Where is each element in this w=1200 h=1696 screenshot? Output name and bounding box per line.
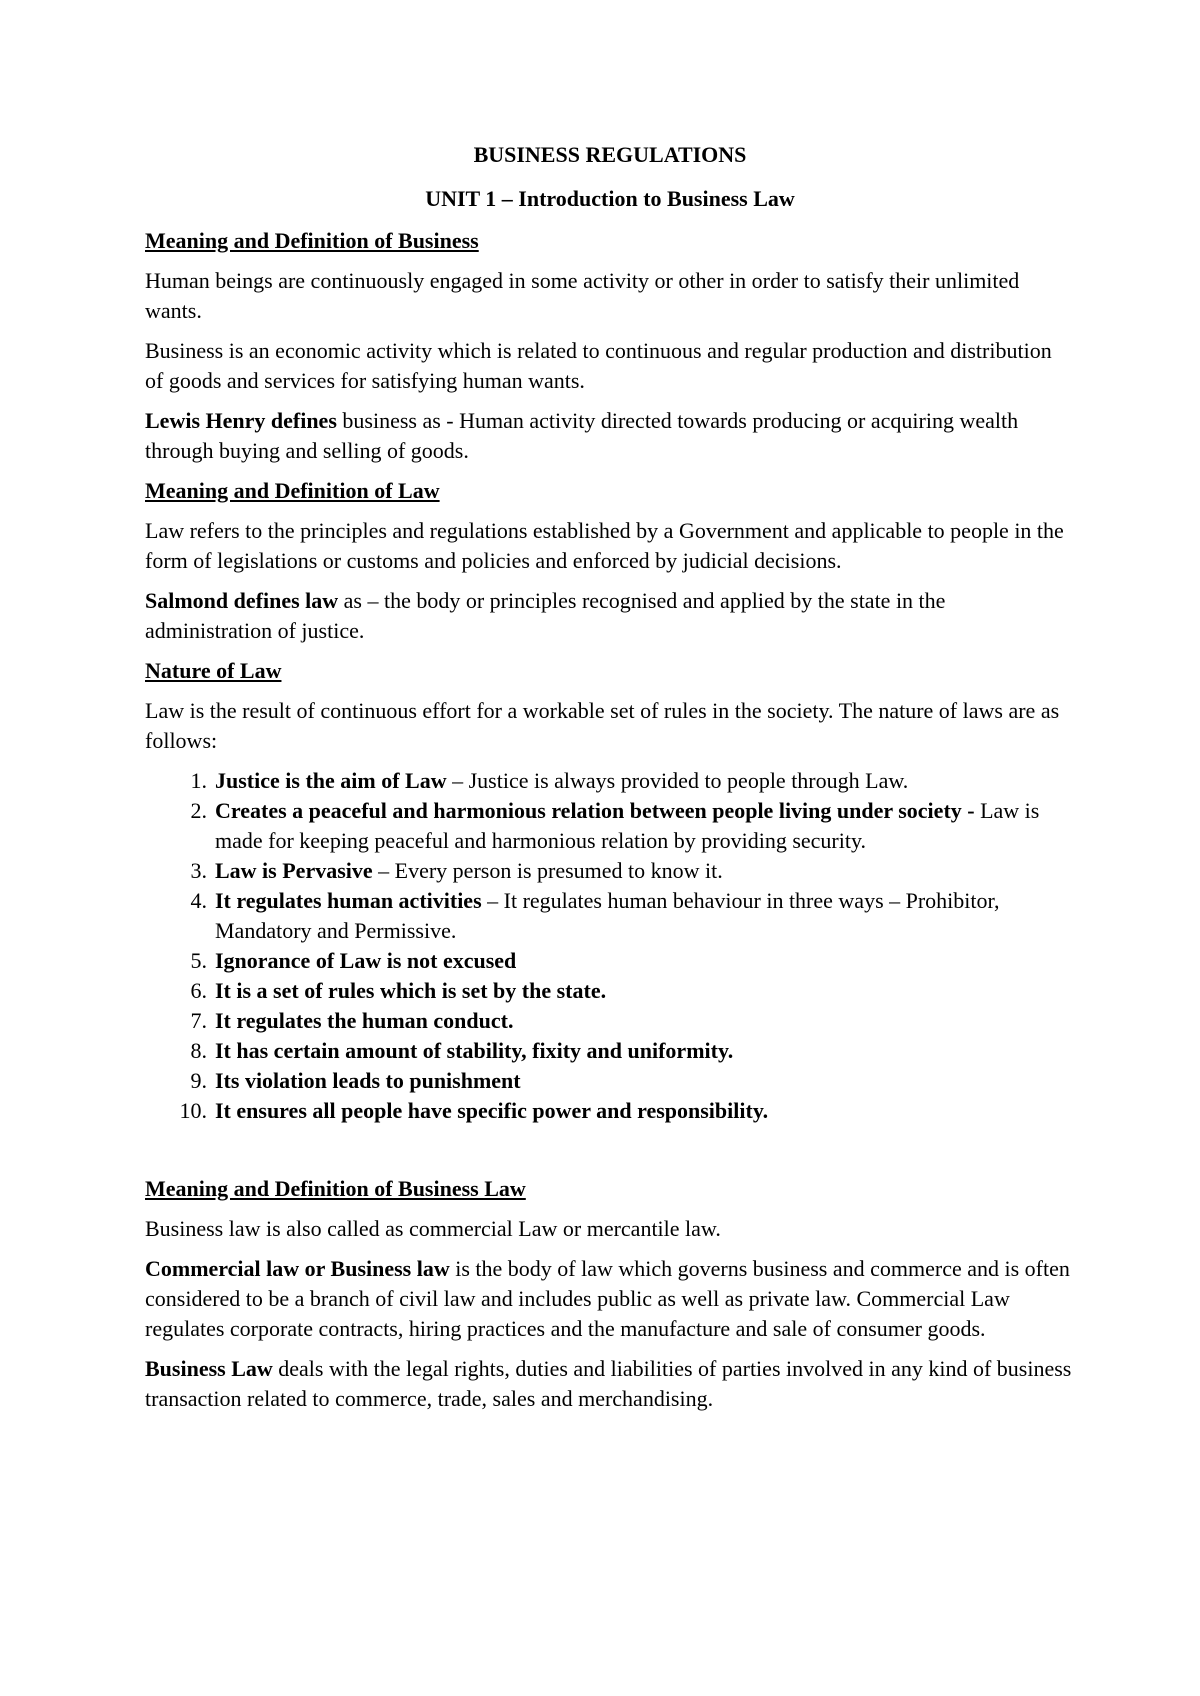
nature-list-item <box>145 976 1075 1006</box>
nature-heading: Nature of Law <box>145 658 282 683</box>
list-number: 10. <box>179 1098 207 1123</box>
list-item-text: – Every person is presumed to know it. <box>372 858 723 883</box>
business-law-paragraph-2-text: is the body of law which governs business and commerce and is often considered to be a branch of civil law and includes public as well as private law. Commercial Law regulates corporate contracts, hiring practices and the manufacture and sale of consumer goods. <box>145 1256 1070 1341</box>
nature-list-item <box>145 796 1075 856</box>
business-heading: Meaning and Definition of Business <box>145 228 479 253</box>
law-definition-text: as – the body or principles recognised and applied by the state in the administration of justice. <box>145 588 946 643</box>
document-title: BUSINESS REGULATIONS <box>473 142 747 167</box>
document-page <box>145 140 1075 1424</box>
law-definition-author: Salmond defines law <box>145 588 339 613</box>
list-item-bold: Law is Pervasive <box>215 858 373 883</box>
business-law-heading: Meaning and Definition of Business Law <box>145 1176 526 1201</box>
nature-list-item <box>145 1066 1075 1096</box>
business-definition-text: business as - Human activity directed towards producing or acquiring wealth through buying and selling of goods. <box>145 408 1019 463</box>
list-item-bold: Ignorance of Law is not excused <box>215 948 517 973</box>
list-item-bold: Justice is the aim of Law <box>215 768 447 793</box>
list-item-bold: Creates a peaceful and harmonious relation between people living under society - <box>215 798 975 823</box>
list-item-text: Law is made for keeping peaceful and harmonious relation by providing security. <box>215 798 1040 853</box>
business-law-paragraph-3 <box>145 1354 1075 1414</box>
business-definition-author: Lewis Henry defines <box>145 408 337 433</box>
nature-list <box>145 766 1075 1126</box>
business-definition <box>145 406 1075 466</box>
list-number: 5. <box>190 948 207 973</box>
list-number: 2. <box>190 798 207 823</box>
business-law-paragraph-1: Business law is also called as commercial Law or mercantile law. <box>145 1216 721 1241</box>
unit-title: UNIT 1 – Introduction to Business Law <box>425 186 795 211</box>
nature-list-item <box>145 946 1075 976</box>
business-law-paragraph-3-text: deals with the legal rights, duties and liabilities of parties involved in any kind of business transaction related to commerce, trade, sales and merchandising. <box>145 1356 1072 1411</box>
list-item-text: – It regulates human behaviour in three ways – Prohibitor, Mandatory and Permissive. <box>215 888 1000 943</box>
list-number: 7. <box>190 1008 207 1033</box>
business-law-paragraph-2 <box>145 1254 1075 1344</box>
business-law-paragraph-3-bold: Business Law <box>145 1356 273 1381</box>
list-item-bold: It has certain amount of stability, fixity and uniformity. <box>215 1038 734 1063</box>
list-number: 4. <box>190 888 207 913</box>
business-paragraph-1: Human beings are continuously engaged in some activity or other in order to satisfy their unlimited wants. <box>145 268 1020 323</box>
nature-list-item <box>145 766 1075 796</box>
list-item-bold: It regulates human activities <box>215 888 482 913</box>
law-heading: Meaning and Definition of Law <box>145 478 440 503</box>
list-number: 6. <box>190 978 207 1003</box>
nature-intro: Law is the result of continuous effort for a workable set of rules in the society. The nature of laws are as follows: <box>145 698 1060 753</box>
list-item-text: – Justice is always provided to people through Law. <box>446 768 909 793</box>
list-item-bold: Its violation leads to punishment <box>215 1068 521 1093</box>
list-number: 1. <box>190 768 207 793</box>
law-definition <box>145 586 1075 646</box>
nature-list-item <box>145 856 1075 886</box>
list-number: 9. <box>190 1068 207 1093</box>
list-item-bold: It ensures all people have specific power and responsibility. <box>215 1098 769 1123</box>
list-item-bold: It is a set of rules which is set by the state. <box>215 978 607 1003</box>
nature-list-item <box>145 1036 1075 1066</box>
nature-list-item <box>145 1006 1075 1036</box>
section-gap <box>145 1126 1075 1174</box>
nature-list-item <box>145 1096 1075 1126</box>
list-item-bold: It regulates the human conduct. <box>215 1008 514 1033</box>
business-law-paragraph-2-bold: Commercial law or Business law <box>145 1256 450 1281</box>
list-number: 8. <box>190 1038 207 1063</box>
law-paragraph-1: Law refers to the principles and regulations established by a Government and applicable to people in the form of legislations or customs and policies and enforced by judicial decisions. <box>145 518 1064 573</box>
list-number: 3. <box>190 858 207 883</box>
nature-list-item <box>145 886 1075 946</box>
business-paragraph-2: Business is an economic activity which is related to continuous and regular production and distribution of goods and services for satisfying human wants. <box>145 338 1052 393</box>
